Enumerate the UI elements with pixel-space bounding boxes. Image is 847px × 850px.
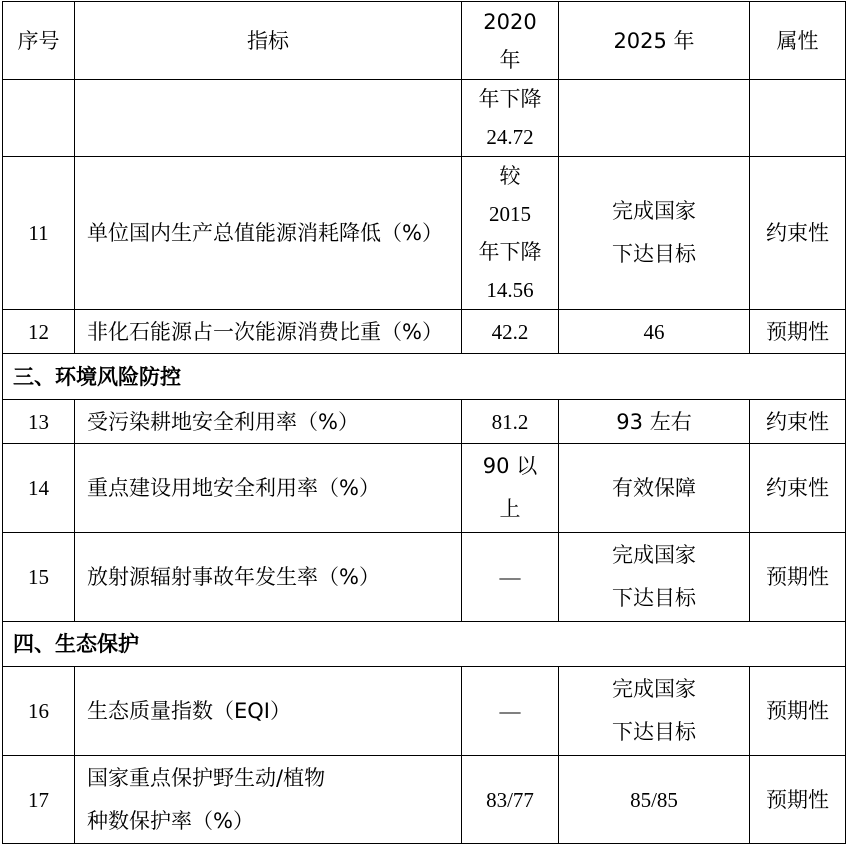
cell-no: 17 xyxy=(3,756,75,844)
header-2020 xyxy=(462,2,559,80)
table-row xyxy=(3,80,846,157)
cell-indicator: 受污染耕地安全利用率（%） xyxy=(75,400,462,444)
cell-2025-line: 完成国家 xyxy=(612,543,696,567)
cell-indicator: 非化石能源占一次能源消费比重（%） xyxy=(75,310,462,354)
cell-2020-line: 年下降 xyxy=(478,240,542,264)
cell-indicator: 重点建设用地安全利用率（%） xyxy=(75,444,462,533)
cell-2025: 有效保障 xyxy=(559,444,750,533)
cell-indicator xyxy=(75,756,462,844)
table-row xyxy=(3,444,846,533)
section-title: 三、环境风险防控 xyxy=(3,354,846,400)
cell-2020-line: 年下降 xyxy=(478,87,542,111)
cell-2025 xyxy=(559,157,750,310)
cell-2020-line: 上 xyxy=(499,497,521,521)
cell-indicator: 单位国内生产总值能源消耗降低（%） xyxy=(75,157,462,310)
cell-2020 xyxy=(462,157,559,310)
section-row xyxy=(3,354,846,400)
cell-2020: 42.2 xyxy=(462,310,559,354)
section-title: 四、生态保护 xyxy=(3,622,846,667)
cell-2025-line: 下达目标 xyxy=(612,586,696,610)
cell-2025: 46 xyxy=(559,310,750,354)
cell-2020-line: 90 以 xyxy=(482,454,538,478)
table-header-row xyxy=(3,2,846,80)
cell-2025 xyxy=(559,667,750,756)
table-row xyxy=(3,400,846,444)
cell-2025-line: 完成国家 xyxy=(612,199,696,223)
cell-indicator-line: 国家重点保护野生动/植物 xyxy=(87,765,326,790)
cell-2020-line: 2015 xyxy=(489,202,531,226)
cell-indicator xyxy=(75,80,462,157)
cell-2020-line: 24.72 xyxy=(486,125,534,149)
cell-2025 xyxy=(559,533,750,622)
cell-no: 12 xyxy=(3,310,75,354)
cell-no: 16 xyxy=(3,667,75,756)
cell-2020 xyxy=(462,80,559,157)
table-row xyxy=(3,533,846,622)
cell-2020: 81.2 xyxy=(462,400,559,444)
cell-2025-line: 下达目标 xyxy=(612,720,696,744)
cell-attr: 约束性 xyxy=(750,157,846,310)
cell-attr: 约束性 xyxy=(750,444,846,533)
cell-attr: 预期性 xyxy=(750,667,846,756)
cell-attr xyxy=(750,80,846,157)
cell-indicator: 生态质量指数（EQI） xyxy=(75,667,462,756)
cell-2020 xyxy=(462,444,559,533)
cell-attr: 预期性 xyxy=(750,310,846,354)
cell-2025 xyxy=(559,80,750,157)
header-no: 序号 xyxy=(3,2,75,80)
cell-2025: 93 左右 xyxy=(559,400,750,444)
table-row xyxy=(3,157,846,310)
cell-2020: — xyxy=(462,533,559,622)
cell-no: 13 xyxy=(3,400,75,444)
header-indicator: 指标 xyxy=(75,2,462,80)
cell-indicator: 放射源辐射事故年发生率（%） xyxy=(75,533,462,622)
cell-no: 15 xyxy=(3,533,75,622)
header-2020-line: 2020 xyxy=(483,9,537,34)
cell-2020-line: 较 xyxy=(499,164,521,188)
table-row xyxy=(3,310,846,354)
cell-2025: 85/85 xyxy=(559,756,750,844)
cell-2020: — xyxy=(462,667,559,756)
cell-2020-line: 14.56 xyxy=(486,278,534,302)
cell-attr: 预期性 xyxy=(750,533,846,622)
header-attr: 属性 xyxy=(750,2,846,80)
header-2020-line: 年 xyxy=(499,47,521,72)
cell-no: 14 xyxy=(3,444,75,533)
cell-no: 11 xyxy=(3,157,75,310)
cell-indicator-line: 种数保护率（%） xyxy=(87,808,254,833)
cell-no xyxy=(3,80,75,157)
header-2025: 2025 年 xyxy=(559,2,750,80)
table-row xyxy=(3,667,846,756)
cell-2025-line: 完成国家 xyxy=(612,677,696,701)
table-row xyxy=(3,756,846,844)
cell-attr: 预期性 xyxy=(750,756,846,844)
indicator-table xyxy=(2,1,846,844)
cell-2025-line: 下达目标 xyxy=(612,242,696,266)
cell-2020: 83/77 xyxy=(462,756,559,844)
section-row xyxy=(3,622,846,667)
cell-attr: 约束性 xyxy=(750,400,846,444)
